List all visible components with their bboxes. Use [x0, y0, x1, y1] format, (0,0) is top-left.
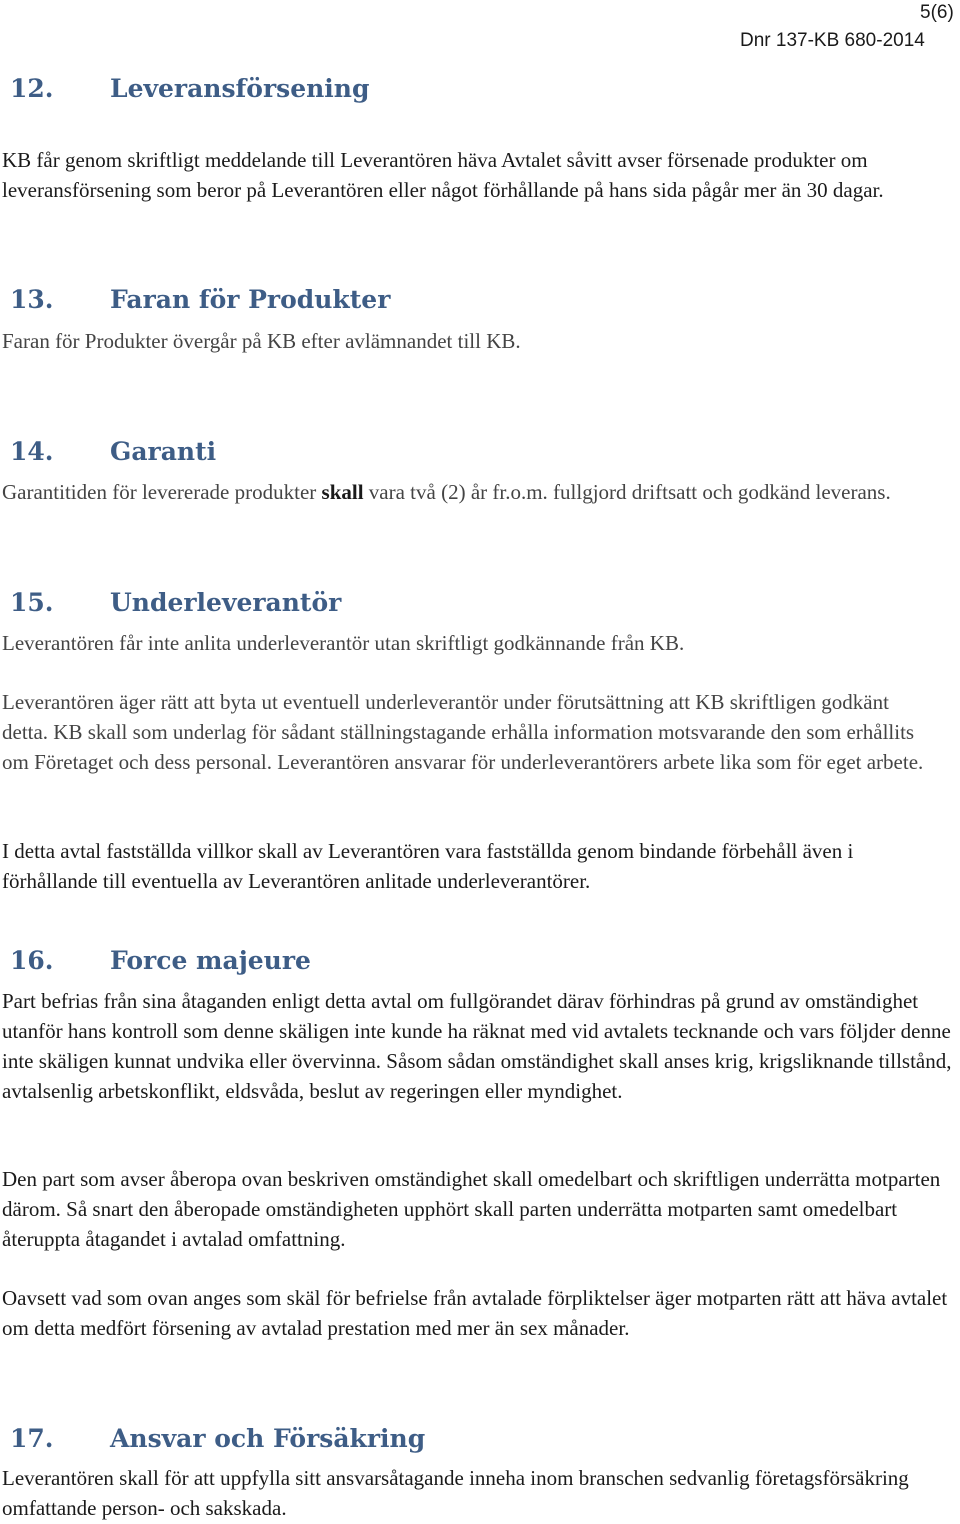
- section-14-heading: [10, 437, 216, 466]
- section-title: Faran för Produkter: [110, 285, 391, 314]
- section-12-paragraph: KB får genom skriftligt meddelande till Leverantören häva Avtalet såvitt avser försenade produkter om leveransförsening som beror på Leverantören eller något förhållande på hans sida pågår mer än 30 dagar.: [2, 148, 884, 202]
- section-12-heading: [10, 74, 369, 103]
- section-15-paragraph-3: I detta avtal fastställda villkor skall av Leverantören vara fastställda genom bindande förbehåll även i förhållande till eventuella av Leverantören anlitade underleverantörer.: [2, 839, 854, 893]
- section-title: Underleverantör: [110, 588, 342, 617]
- section-title: Force majeure: [110, 946, 311, 975]
- section-17-paragraph: Leverantören skall för att uppfylla sitt ansvarsåtagande inneha inom branschen sedvanlig företagsförsäkring omfattande person- och sakskada.: [2, 1466, 909, 1520]
- section-title: Leveransförsening: [110, 74, 370, 103]
- section-16-paragraph-2: Den part som avser åberopa ovan beskriven omständighet skall omedelbart och skriftligen underrätta motparten därom. Så snart den åberopade omständigheten upphört skall parten underrätta motparten samt omedelbart återuppta åtagandet i avtalad omfattning.: [2, 1167, 941, 1251]
- paragraph-text: Garantitiden för levererade produkter: [2, 480, 322, 504]
- section-number: 15.: [10, 588, 54, 617]
- section-17-heading: [10, 1424, 425, 1453]
- section-13-paragraph: Faran för Produkter övergår på KB efter avlämnandet till KB.: [2, 329, 521, 353]
- paragraph-text: vara två (2) år fr.o.m. fullgjord driftsatt och godkänd leverans.: [363, 480, 891, 504]
- section-number: 16.: [10, 946, 54, 975]
- section-number: 13.: [10, 285, 54, 314]
- emphasis-text: skall: [321, 480, 364, 504]
- section-title: Garanti: [110, 437, 217, 466]
- document-reference: Dnr 137-KB 680-2014: [740, 30, 925, 51]
- section-14-paragraph: [2, 477, 912, 507]
- section-number: 12.: [10, 74, 54, 103]
- section-15-paragraph-1: Leverantören får inte anlita underleverantör utan skriftligt godkännande från KB.: [2, 631, 685, 655]
- section-title: Ansvar och Försäkring: [110, 1424, 426, 1453]
- section-number: 17.: [10, 1424, 54, 1453]
- section-16-paragraph-1: Part befrias från sina åtaganden enligt detta avtal om fullgörandet därav förhindras på grund av omständighet utanför hans kontroll som denne skäligen inte kunde ha räknat med vid avtalets tecknande och vars följder denne inte skäligen kunnat undvika eller övervinna. Såsom sådan omständighet skall anses krig, krigsliknande tillstånd, avtalsenlig arbetskonflikt, eldsvåda, beslut av regeringen eller myndighet.: [2, 989, 952, 1103]
- section-16-paragraph-3: Oavsett vad som ovan anges som skäl för befrielse från avtalade förpliktelser äger motparten rätt att häva avtalet om detta medfört försening av avtalad prestation med mer än sex månader.: [2, 1286, 948, 1340]
- section-16-heading: [10, 946, 311, 975]
- section-number: 14.: [10, 437, 54, 466]
- page-number: 5(6): [920, 2, 954, 23]
- section-15-heading: [10, 588, 341, 617]
- section-13-heading: [10, 285, 390, 314]
- section-15-paragraph-2: Leverantören äger rätt att byta ut eventuell underleverantör under förutsättning att KB skriftligen godkänt detta. KB skall som underlag för sådant ställningstagande erhålla information motsvarande den som erhållits om Företaget och dess personal. Leverantören ansvarar för underleverantörers arbete lika som för eget arbete.: [2, 690, 924, 774]
